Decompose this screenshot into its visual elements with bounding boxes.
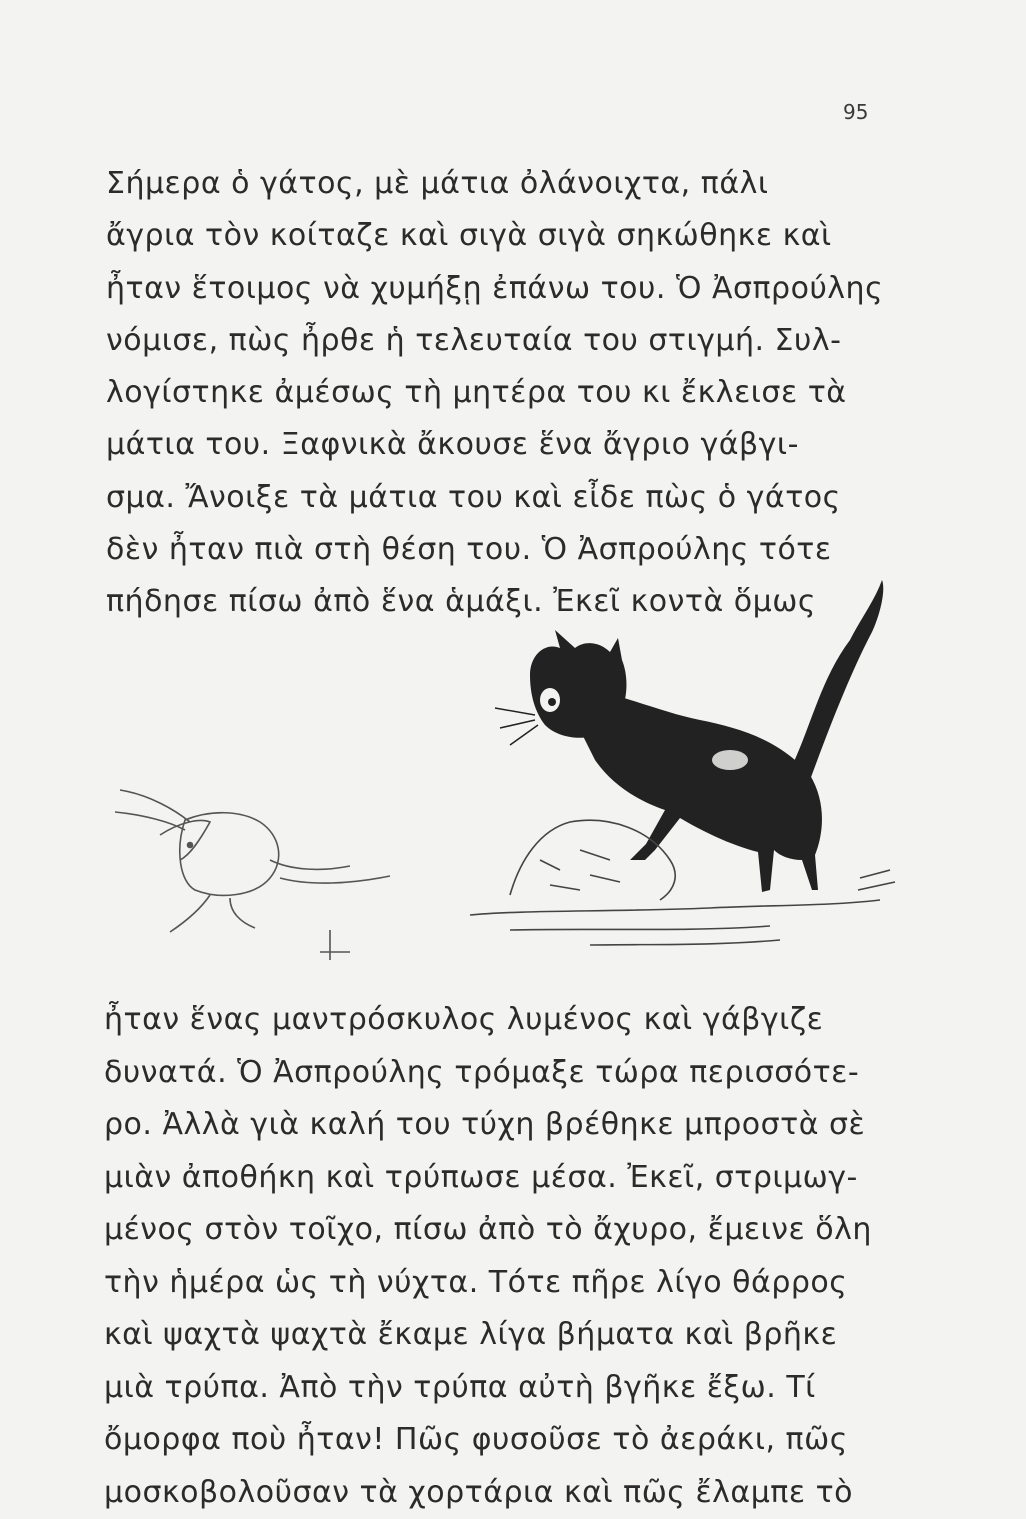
text-line: μοσκοβολοῦσαν τὰ χορτάρια καὶ πῶς ἔλαμπε τὸ bbox=[104, 1467, 904, 1519]
text-line: σμα. Ἄνοιξε τὰ μάτια του καὶ εἶδε πὼς ὁ γάτος bbox=[106, 472, 906, 524]
cat-icon bbox=[495, 580, 883, 892]
page-number: 95 bbox=[843, 100, 868, 124]
text-line: ἄγρια τὸν κοίταζε καὶ σιγὰ σιγὰ σηκώθηκε καὶ bbox=[106, 210, 906, 262]
text-line: ἦταν ἕνας μαντρόσκυλος λυμένος καὶ γάβγιζε bbox=[104, 994, 904, 1047]
text-line: δὲν ἦταν πιὰ στὴ θέση του. Ὁ Ἀσπρούλης τότε bbox=[106, 524, 906, 576]
text-line: δυνατά. Ὁ Ἀσπρούλης τρόμαξε τώρα περισσότε- bbox=[104, 1047, 904, 1100]
text-line: νόμισε, πὼς ἦρθε ἡ τελευταία του στιγμή. Συλ- bbox=[106, 315, 906, 367]
rock-and-ground bbox=[470, 820, 895, 945]
text-line: πήδησε πίσω ἀπὸ ἕνα ἁμάξι. Ἐκεῖ κοντὰ ὅμως bbox=[106, 576, 906, 628]
cat-and-rabbit-illustration bbox=[90, 560, 920, 980]
text-line: τὴν ἡμέρα ὡς τὴ νύχτα. Τότε πῆρε λίγο θάρρος bbox=[104, 1257, 904, 1310]
paragraph-top bbox=[106, 158, 906, 629]
text-line: μένος στὸν τοῖχο, πίσω ἀπὸ τὸ ἄχυρο, ἔμεινε ὅλη bbox=[104, 1204, 904, 1257]
rabbit-icon bbox=[115, 790, 390, 960]
text-line: ρο. Ἀλλὰ γιὰ καλή του τύχη βρέθηκε μπροστὰ σὲ bbox=[104, 1099, 904, 1152]
text-line: μάτια του. Ξαφνικὰ ἄκουσε ἕνα ἄγριο γάβγι- bbox=[106, 419, 906, 471]
text-line: μιὰ τρύπα. Ἀπὸ τὴν τρύπα αὐτὴ βγῆκε ἔξω. Τί bbox=[104, 1362, 904, 1415]
text-line: μιὰν ἀποθήκη καὶ τρύπωσε μέσα. Ἐκεῖ, στριμωγ- bbox=[104, 1152, 904, 1205]
text-line: ἦταν ἕτοιμος νὰ χυμήξῃ ἐπάνω του. Ὁ Ἀσπρούλης bbox=[106, 263, 906, 315]
text-line: ὄμορφα ποὺ ἦταν! Πῶς φυσοῦσε τὸ ἀεράκι, πῶς bbox=[104, 1414, 904, 1467]
text-line: καὶ ψαχτὰ ψαχτὰ ἔκαμε λίγα βήματα καὶ βρῆκε bbox=[104, 1309, 904, 1362]
paragraph-bottom bbox=[104, 994, 904, 1519]
text-line: Σήμερα ὁ γάτος, μὲ μάτια ὀλάνοιχτα, πάλι bbox=[106, 158, 906, 210]
text-line: λογίστηκε ἀμέσως τὴ μητέρα του κι ἔκλεισε τὰ bbox=[106, 367, 906, 419]
